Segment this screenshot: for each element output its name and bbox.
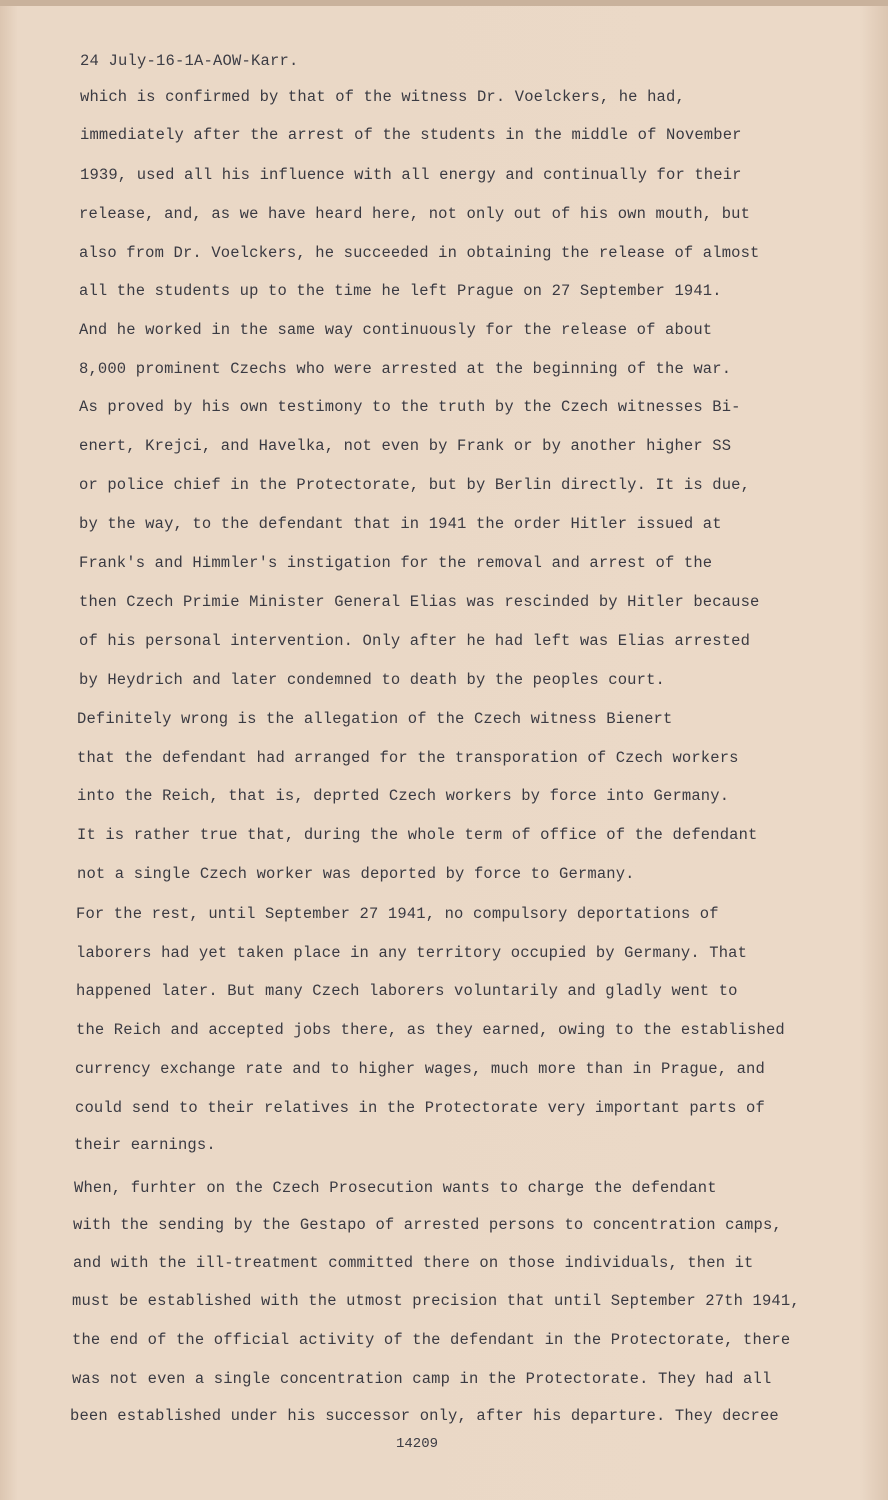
text-line: by Heydrich and later condemned to death by the peoples court. <box>79 671 665 689</box>
page-number: 14209 <box>396 1436 439 1452</box>
text-line: release, and, as we have heard here, not only out of his own mouth, but <box>79 205 751 223</box>
text-line: must be established with the utmost precision that until September 27th 1941, <box>72 1292 800 1310</box>
text-line: 8,000 prominent Czechs who were arrested at the beginning of the war. <box>79 360 732 378</box>
text-line: currency exchange rate and to higher wages, much more than in Prague, and <box>75 1060 765 1078</box>
text-line: with the sending by the Gestapo of arrested persons to concentration camps, <box>73 1216 782 1234</box>
text-line: the Reich and accepted jobs there, as they earned, owing to the established <box>76 1021 785 1039</box>
text-line: laborers had yet taken place in any territory occupied by Germany. That <box>76 944 748 962</box>
text-line: Definitely wrong is the allegation of the Czech witness Bienert <box>77 710 673 728</box>
text-line: of his personal intervention. Only after he had left was Elias arrested <box>79 632 751 650</box>
text-line: then Czech Primie Minister General Elias was rescinded by Hitler because <box>79 593 760 611</box>
text-line: also from Dr. Voelckers, he succeeded in obtaining the release of almost <box>79 244 760 262</box>
text-line: was not even a single concentration camp in the Protectorate. They had all <box>72 1370 772 1388</box>
text-line: not a single Czech worker was deported by force to Germany. <box>77 865 635 883</box>
text-line: As proved by his own testimony to the truth by the Czech witnesses Bi- <box>79 398 741 416</box>
text-line: When, furhter on the Czech Prosecution wants to charge the defendant <box>74 1179 717 1197</box>
text-line: their earnings. <box>74 1136 216 1154</box>
text-line: happened later. But many Czech laborers voluntarily and gladly went to <box>76 982 738 1000</box>
text-line: which is confirmed by that of the witness Dr. Voelckers, he had, <box>80 88 685 106</box>
text-line: that the defendant had arranged for the transporation of Czech workers <box>77 749 739 767</box>
text-line: been established under his successor only, after his departure. They decree <box>70 1407 779 1425</box>
text-line: Frank's and Himmler's instigation for the removal and arrest of the <box>79 554 713 572</box>
text-line: could send to their relatives in the Protectorate very important parts of <box>75 1099 765 1117</box>
text-line: For the rest, until September 27 1941, no compulsory deportations of <box>76 905 719 923</box>
page-header: 24 July-16-1A-AOW-Karr. <box>80 52 299 70</box>
text-line: It is rather true that, during the whole term of office of the defendant <box>77 826 758 844</box>
text-line: by the way, to the defendant that in 1941 the order Hitler issued at <box>79 515 722 533</box>
text-line: immediately after the arrest of the students in the middle of November <box>80 126 742 144</box>
text-line: into the Reich, that is, deprted Czech workers by force into Germany. <box>77 787 730 805</box>
text-line: And he worked in the same way continuously for the release of about <box>79 321 713 339</box>
text-line: 1939, used all his influence with all energy and continually for their <box>80 166 742 184</box>
text-line: and with the ill-treatment committed there on those individuals, then it <box>73 1254 754 1272</box>
text-line: or police chief in the Protectorate, but by Berlin directly. It is due, <box>79 476 751 494</box>
text-line: the end of the official activity of the defendant in the Protectorate, there <box>72 1331 791 1349</box>
text-line: enert, Krejci, and Havelka, not even by Frank or by another higher SS <box>79 437 732 455</box>
text-line: all the students up to the time he left Prague on 27 September 1941. <box>79 282 722 300</box>
